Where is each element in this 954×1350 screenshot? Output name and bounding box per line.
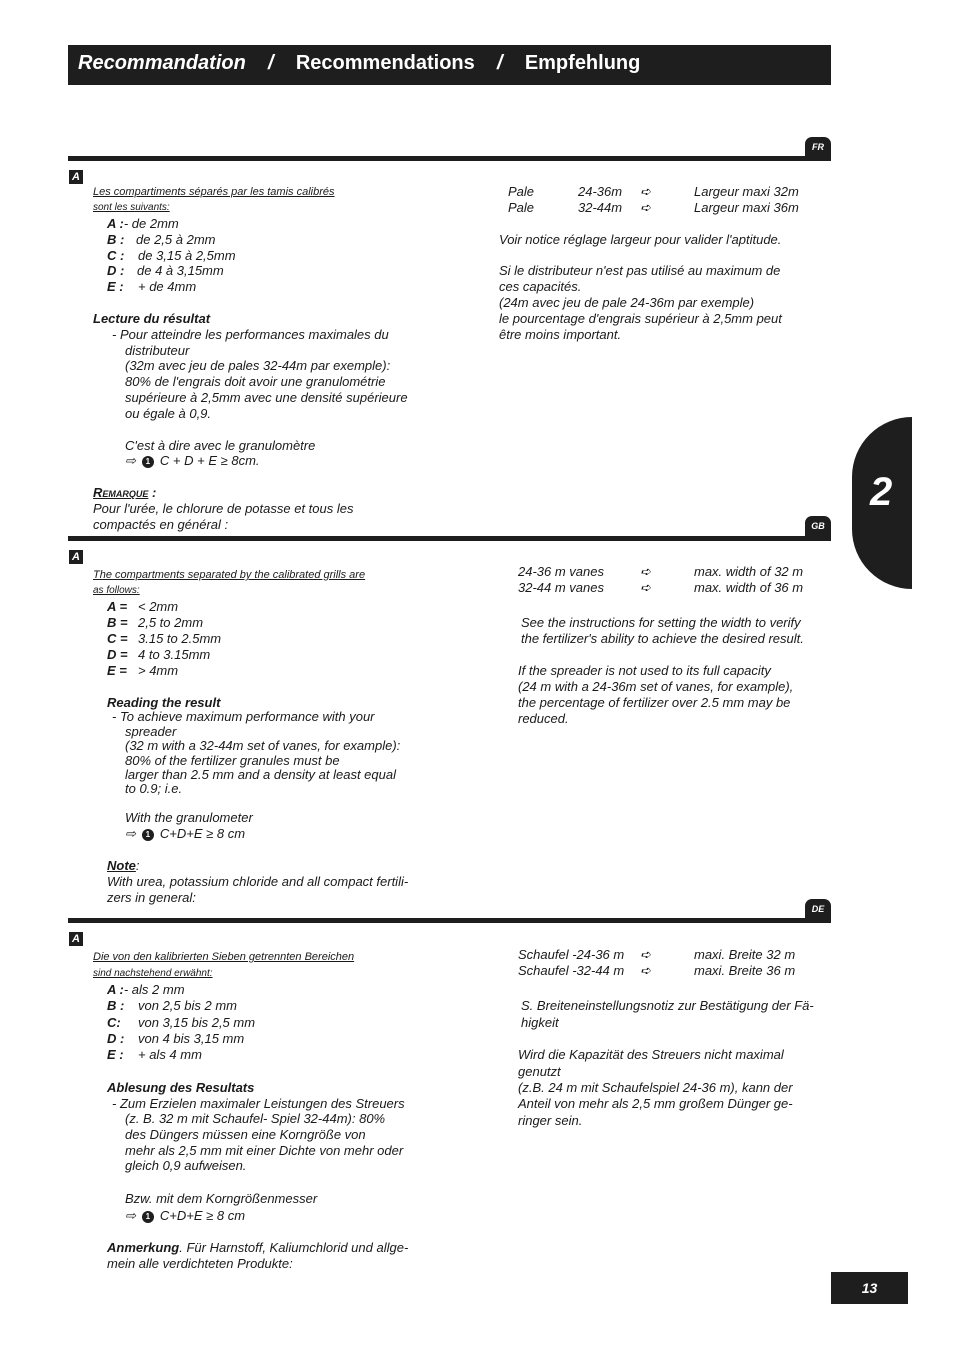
title-gb: Recommendations (295, 52, 475, 74)
grade-row (107, 982, 185, 998)
vane-width: Largeur maxi 32m (694, 184, 799, 199)
reading-line: spreader (125, 724, 177, 739)
remark-text: . Für Harnstoff, Kaliumchlorid und allge- (179, 1240, 409, 1255)
grade-value: + als 4 mm (138, 1047, 202, 1062)
granulometer-line-gb: With the granulometer (125, 810, 253, 825)
notice-line: See the instructions for setting the width to verify (521, 615, 801, 630)
arrow-right-icon: ⇨ (125, 1208, 136, 1223)
reading-title-fr: Lecture du résultat (93, 311, 211, 326)
chapter-number: 2 (870, 470, 893, 514)
arrow-right-icon: ➪ (640, 200, 651, 215)
formula: C+D+E ≥ 8 cm (159, 1208, 246, 1223)
para-line: Wird die Kapazität des Streuers nicht maximal (518, 1047, 784, 1062)
formula-line-de (125, 1208, 245, 1224)
grade-row (107, 1015, 256, 1031)
grade-key: D = (107, 647, 128, 662)
page-header (68, 45, 831, 85)
arrow-right-icon: ⇨ (125, 826, 136, 841)
grade-row (107, 663, 179, 679)
para-line: genutzt (518, 1064, 561, 1079)
para-line: (z.B. 24 m mit Schaufelspiel 24-36 m), kann der (518, 1080, 793, 1095)
vane-range: Schaufel -24-36 m (518, 947, 625, 962)
grade-key: E : (107, 279, 124, 294)
grade-value: de 3,15 à 2,5mm (138, 248, 236, 263)
grade-key: B : (107, 232, 125, 247)
grade-row (107, 998, 237, 1014)
grade-row (107, 216, 179, 232)
grade-row (107, 647, 211, 663)
notice-line: S. Breiteneinstellungsnotiz zur Bestätigung der Fä- (521, 998, 814, 1013)
formula-line-fr (125, 453, 260, 469)
grade-row (107, 599, 179, 615)
reading-line: (32 m with a 32-44m set of vanes, for example): (125, 738, 401, 753)
section-rule-de (68, 918, 831, 923)
remark-line: mein alle verdichteten Produkte: (107, 1256, 293, 1271)
vane-name: Pale (508, 184, 535, 199)
vane-width: max. width of 32 m (694, 564, 804, 579)
grade-row (107, 232, 216, 248)
notice-line: higkeit (521, 1015, 559, 1030)
granulometer-line-de: Bzw. mit dem Korngrößenmesser (125, 1191, 318, 1206)
formula-line-gb (125, 826, 245, 842)
grade-value: 2,5 to 2mm (138, 615, 204, 630)
reading-line: gleich 0,9 aufweisen. (125, 1158, 247, 1173)
reading-line: 80% de l'engrais doit avoir une granulométrie (125, 374, 386, 389)
note-line: zers in general: (107, 890, 196, 905)
reading-title-de: Ablesung des Resultats (107, 1080, 255, 1095)
grade-key: D : (107, 1031, 125, 1046)
vane-range: 24-36m (578, 184, 623, 199)
heading-fr-line1: Les compartiments séparés par les tamis calibrés (93, 186, 335, 198)
grade-row (107, 631, 222, 647)
note-line: With urea, potassium chloride and all compact fertili- (107, 874, 409, 889)
remark-label: Anmerkung (107, 1240, 180, 1255)
lang-badge-gb: GB (805, 516, 831, 536)
title-de: Empfehlung (524, 52, 641, 74)
reading-line: des Düngers müssen eine Korngröße von (125, 1127, 366, 1142)
remark-colon: : (148, 485, 157, 500)
reading-line: 80% of the fertilizer granules must be (125, 753, 340, 768)
remark-line-de (107, 1240, 408, 1256)
grade-row (107, 1031, 245, 1047)
reading-line: ou égale à 0,9. (125, 406, 212, 421)
grade-key: E : (107, 1047, 124, 1062)
heading-fr-line2: sont les suivants: (93, 202, 170, 213)
reading-line: mehr als 2,5 mm mit einer Dichte von mehr oder (125, 1143, 404, 1158)
vane-range: 24-36 m vanes (518, 564, 604, 579)
grade-key: B : (107, 998, 125, 1013)
reading-title-gb: Reading the result (107, 695, 221, 710)
para-line: (24 m with a 24-36m set of vanes, for example), (518, 679, 794, 694)
circle-number-icon: 1 (142, 829, 154, 841)
reading-line: (32m avec jeu de pales 32-44m par exemple): (125, 358, 391, 373)
remark-line: Pour l'urée, le chlorure de potasse et tous les (93, 501, 354, 516)
grade-value: 3.15 to 2.5mm (138, 631, 222, 646)
para-line: ringer sein. (518, 1113, 583, 1128)
lang-badge-fr: FR (805, 137, 831, 157)
marker-a-de: A (69, 932, 83, 946)
page-number: 13 (831, 1272, 908, 1304)
para-line: reduced. (518, 711, 569, 726)
grade-value: > 4mm (138, 663, 179, 678)
vane-width: maxi. Breite 32 m (694, 947, 796, 962)
remark-label: Remarque (93, 485, 149, 500)
granulometer-line-fr: C'est à dire avec le granulomètre (125, 438, 316, 453)
section-rule-fr (68, 156, 831, 161)
grade-key: B = (107, 615, 128, 630)
grade-value: von 4 bis 3,15 mm (138, 1031, 245, 1046)
arrow-right-icon: ➪ (640, 963, 651, 978)
grade-key: A : (107, 982, 124, 997)
grade-row (107, 1047, 202, 1063)
circle-number-icon: 1 (142, 1211, 154, 1223)
grade-row (107, 248, 236, 264)
arrow-right-icon: ➪ (640, 564, 651, 579)
remark-line: compactés en général : (93, 517, 229, 532)
para-line: (24m avec jeu de pale 24-36m par exemple) (499, 295, 755, 310)
notice-fr: Voir notice réglage largeur pour valider l'aptitude. (499, 232, 782, 247)
vane-width: max. width of 36 m (694, 580, 804, 595)
grade-key: D : (107, 263, 125, 278)
grade-key: C : (107, 248, 125, 263)
grade-value: - de 2mm (123, 216, 179, 231)
heading-gb-line1: The compartments separated by the calibrated grills are (93, 569, 366, 581)
heading-gb-line2: as follows: (93, 585, 140, 596)
grade-row (107, 615, 204, 631)
notice-line: the fertilizer's ability to achieve the desired result. (521, 631, 804, 646)
formula: C+D+E ≥ 8 cm (159, 826, 246, 841)
circle-number-icon: 1 (142, 456, 154, 468)
marker-a-gb: A (69, 550, 83, 564)
reading-line: - Pour atteindre les performances maximales du (112, 327, 389, 342)
grade-key: A : (107, 216, 124, 231)
vane-range: Schaufel -32-44 m (518, 963, 625, 978)
vane-range: 32-44m (578, 200, 623, 215)
grade-key: E = (107, 663, 127, 678)
para-line: le pourcentage d'engrais supérieur à 2,5mm peut (499, 311, 782, 326)
vane-range: 32-44 m vanes (518, 580, 604, 595)
grade-value: de 2,5 à 2mm (136, 232, 216, 247)
reading-line: to 0.9; i.e. (125, 781, 183, 796)
grade-row (107, 263, 224, 279)
grade-key: A = (107, 599, 128, 614)
title-fr: Recommandation (78, 52, 246, 74)
reading-line: distributeur (125, 343, 190, 358)
para-line: the percentage of fertilizer over 2.5 mm may be (518, 695, 791, 710)
heading-de-line1: Die von den kalibrierten Sieben getrennten Bereichen (93, 951, 355, 963)
vane-width: maxi. Breite 36 m (694, 963, 796, 978)
vane-width: Largeur maxi 36m (694, 200, 799, 215)
arrow-right-icon: ⇨ (125, 453, 136, 468)
grade-row (107, 279, 197, 295)
reading-line: supérieure à 2,5mm avec une densité supérieure (125, 390, 408, 405)
note-colon: : (135, 858, 140, 873)
arrow-right-icon: ➪ (640, 184, 651, 199)
note-label: Note (107, 858, 136, 873)
grade-key: C = (107, 631, 128, 646)
para-line: ces capacités. (499, 279, 582, 294)
grade-value: - als 2 mm (123, 982, 185, 997)
grade-value: < 2mm (138, 599, 179, 614)
marker-a-fr: A (69, 170, 83, 184)
formula: C + D + E ≥ 8cm. (159, 453, 260, 468)
para-line: Si le distributeur n'est pas utilisé au maximum de (499, 263, 781, 278)
reading-line: - To achieve maximum performance with your (112, 709, 375, 724)
section-rule-gb (68, 536, 831, 541)
arrow-right-icon: ➪ (640, 947, 651, 962)
para-line: être moins important. (499, 327, 622, 342)
remark-title-fr (93, 485, 156, 501)
title-separator: / (268, 52, 274, 74)
arrow-right-icon: ➪ (640, 580, 651, 595)
grade-value: von 3,15 bis 2,5 mm (138, 1015, 256, 1030)
page-title (78, 52, 640, 75)
title-separator: / (497, 52, 503, 74)
grade-key: C: (107, 1015, 121, 1030)
reading-line: (z. B. 32 m mit Schaufel- Spiel 32-44m): 80% (125, 1111, 386, 1126)
vane-name: Pale (508, 200, 535, 215)
lang-badge-de: DE (805, 899, 831, 919)
heading-de-line2: sind nachstehend erwähnt: (93, 968, 213, 979)
note-title-gb (107, 858, 140, 874)
para-line: If the spreader is not used to its full capacity (518, 663, 771, 678)
grade-value: von 2,5 bis 2 mm (138, 998, 237, 1013)
grade-value: de 4 à 3,15mm (137, 263, 224, 278)
reading-line: - Zum Erzielen maximaler Leistungen des Streuers (112, 1096, 405, 1111)
reading-line: larger than 2.5 mm and a density at least equal (125, 767, 396, 782)
grade-value: 4 to 3.15mm (138, 647, 211, 662)
para-line: Anteil von mehr als 2,5 mm großem Dünger ge- (518, 1096, 793, 1111)
grade-value: + de 4mm (138, 279, 197, 294)
